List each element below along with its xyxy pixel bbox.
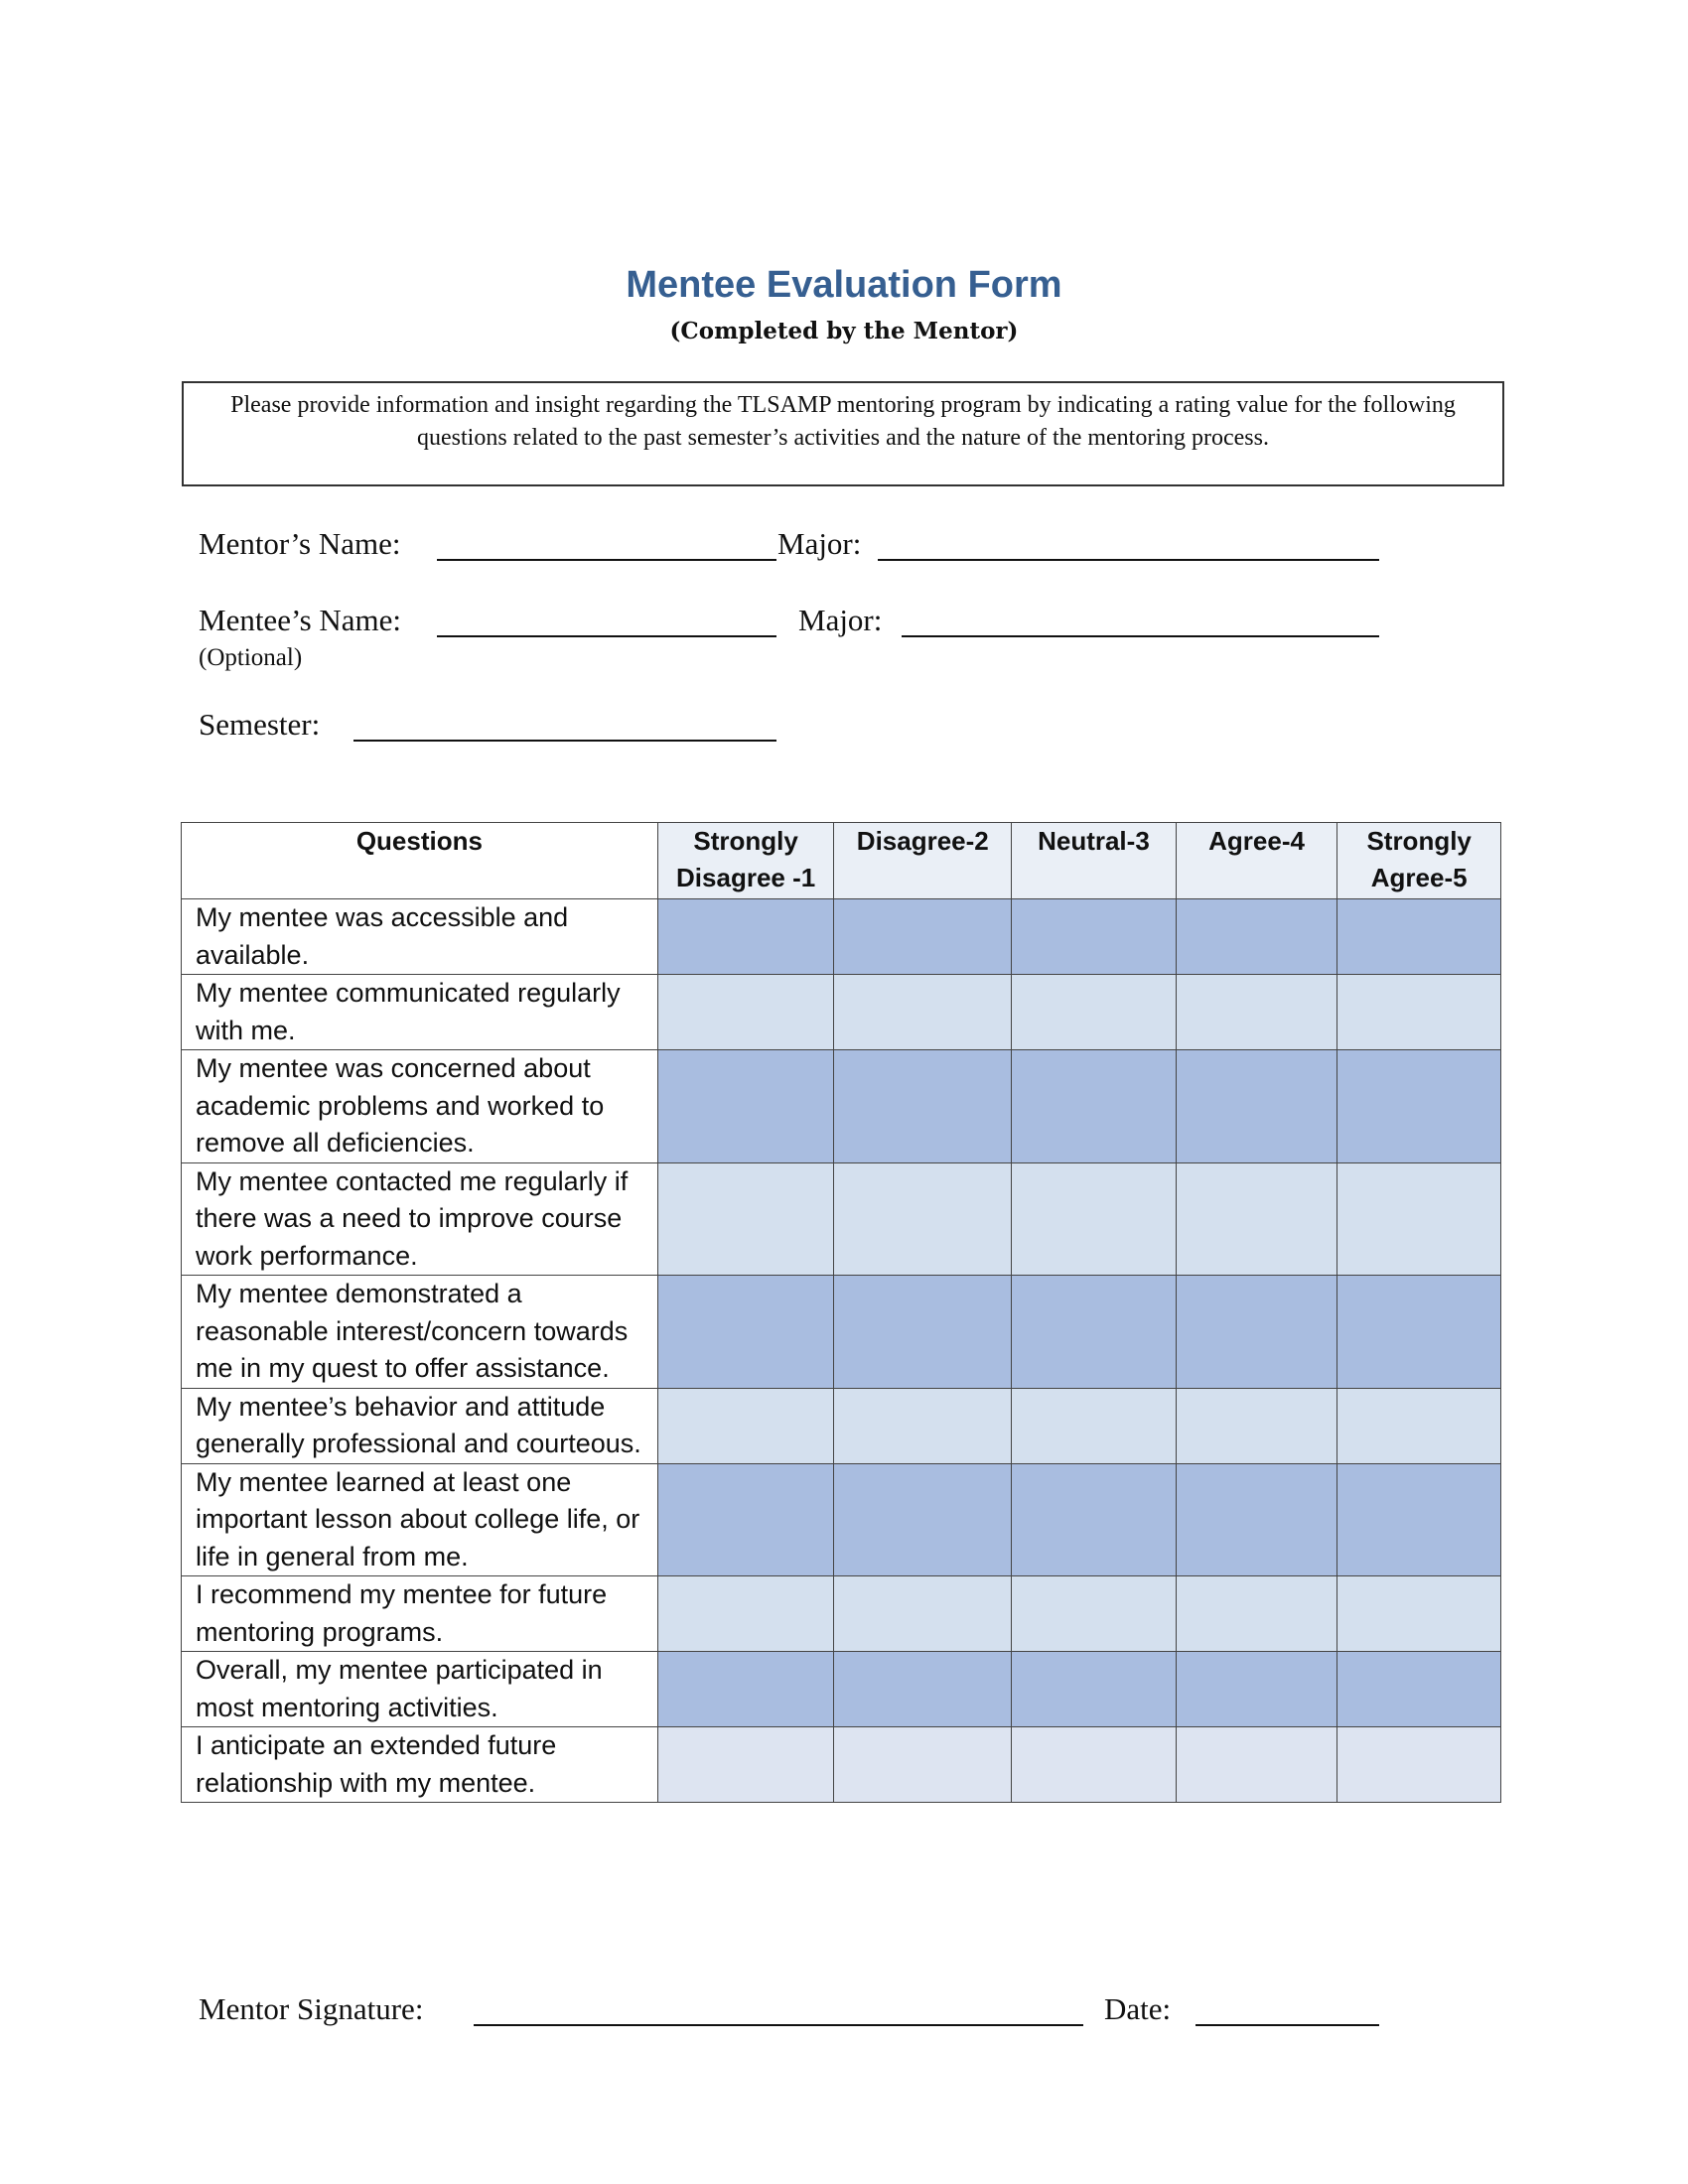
table-row	[182, 1576, 1501, 1652]
instructions-box: Please provide information and insight regarding the TLSAMP mentoring program by indicating a rating value for the following questions related to the past semester’s activities and the nature of the mentoring process.	[182, 381, 1504, 486]
rating-cell-agree[interactable]	[1176, 1576, 1337, 1652]
table-row	[182, 1463, 1501, 1576]
column-header-strongly-disagree: Strongly Disagree -1	[657, 823, 834, 899]
rating-cell-neutral[interactable]	[1012, 1050, 1177, 1163]
column-header-questions: Questions	[182, 823, 658, 899]
rating-cell-disagree[interactable]	[834, 1276, 1012, 1389]
rating-cell-strongly-agree[interactable]	[1337, 975, 1501, 1050]
rating-cell-strongly-disagree[interactable]	[657, 975, 834, 1050]
question-text: I anticipate an extended future relationship with my mentee.	[182, 1727, 658, 1803]
rating-cell-strongly-agree[interactable]	[1337, 1162, 1501, 1276]
rating-cell-disagree[interactable]	[834, 975, 1012, 1050]
table-row	[182, 1276, 1501, 1389]
rating-cell-agree[interactable]	[1176, 1388, 1337, 1463]
rating-cell-disagree[interactable]	[834, 1162, 1012, 1276]
rating-cell-strongly-agree[interactable]	[1337, 1050, 1501, 1163]
rating-cell-disagree[interactable]	[834, 1727, 1012, 1803]
question-text: Overall, my mentee participated in most mentoring activities.	[182, 1652, 658, 1727]
rating-cell-disagree[interactable]	[834, 899, 1012, 975]
mentee-optional-note: (Optional)	[199, 644, 303, 671]
rating-cell-agree[interactable]	[1176, 1162, 1337, 1276]
rating-cell-neutral[interactable]	[1012, 1388, 1177, 1463]
question-text: My mentee demonstrated a reasonable interest/concern towards me in my quest to offer assistance.	[182, 1276, 658, 1389]
rating-cell-agree[interactable]	[1176, 1463, 1337, 1576]
rating-cell-strongly-disagree[interactable]	[657, 1727, 834, 1803]
rating-cell-disagree[interactable]	[834, 1388, 1012, 1463]
rating-cell-agree[interactable]	[1176, 1727, 1337, 1803]
table-row	[182, 1050, 1501, 1163]
column-header-agree: Agree-4	[1176, 823, 1337, 899]
mentor-major-label: Major:	[777, 526, 862, 561]
rating-cell-agree[interactable]	[1176, 1050, 1337, 1163]
rating-cell-neutral[interactable]	[1012, 1727, 1177, 1803]
column-header-strongly-agree: Strongly Agree-5	[1337, 823, 1501, 899]
rating-cell-agree[interactable]	[1176, 1652, 1337, 1727]
rating-cell-strongly-disagree[interactable]	[657, 1162, 834, 1276]
rating-cell-strongly-agree[interactable]	[1337, 1276, 1501, 1389]
rating-cell-agree[interactable]	[1176, 899, 1337, 975]
table-row	[182, 899, 1501, 975]
question-text: I recommend my mentee for future mentoring programs.	[182, 1576, 658, 1652]
question-text: My mentee was accessible and available.	[182, 899, 658, 975]
column-header-disagree: Disagree-2	[834, 823, 1012, 899]
mentee-major-label: Major:	[798, 603, 883, 637]
mentee-name-field[interactable]	[437, 635, 776, 637]
rating-cell-neutral[interactable]	[1012, 1463, 1177, 1576]
table-row	[182, 1652, 1501, 1727]
rating-cell-strongly-disagree[interactable]	[657, 899, 834, 975]
question-text: My mentee contacted me regularly if there was a need to improve course work performance.	[182, 1162, 658, 1276]
rating-cell-strongly-disagree[interactable]	[657, 1050, 834, 1163]
rating-cell-strongly-agree[interactable]	[1337, 1576, 1501, 1652]
mentor-name-field[interactable]	[437, 559, 776, 561]
question-text: My mentee communicated regularly with me.	[182, 975, 658, 1050]
rating-cell-strongly-disagree[interactable]	[657, 1652, 834, 1727]
rating-cell-strongly-agree[interactable]	[1337, 1652, 1501, 1727]
evaluation-table	[181, 822, 1501, 1803]
date-field[interactable]	[1196, 2024, 1379, 2026]
rating-cell-strongly-agree[interactable]	[1337, 1463, 1501, 1576]
table-row	[182, 975, 1501, 1050]
semester-label: Semester:	[199, 707, 321, 742]
rating-cell-neutral[interactable]	[1012, 899, 1177, 975]
rating-cell-strongly-disagree[interactable]	[657, 1463, 834, 1576]
rating-cell-disagree[interactable]	[834, 1652, 1012, 1727]
column-header-neutral: Neutral-3	[1012, 823, 1177, 899]
mentor-name-label: Mentor’s Name:	[199, 526, 401, 561]
rating-cell-strongly-disagree[interactable]	[657, 1276, 834, 1389]
rating-cell-neutral[interactable]	[1012, 1652, 1177, 1727]
mentor-major-field[interactable]	[878, 559, 1379, 561]
signature-label: Mentor Signature:	[199, 1991, 424, 2026]
rating-cell-disagree[interactable]	[834, 1463, 1012, 1576]
form-title: Mentee Evaluation Form	[626, 264, 1062, 306]
rating-cell-neutral[interactable]	[1012, 1276, 1177, 1389]
question-text: My mentee’s behavior and attitude generally professional and courteous.	[182, 1388, 658, 1463]
rating-cell-disagree[interactable]	[834, 1576, 1012, 1652]
rating-cell-neutral[interactable]	[1012, 1162, 1177, 1276]
rating-cell-strongly-agree[interactable]	[1337, 1388, 1501, 1463]
table-row	[182, 1388, 1501, 1463]
rating-cell-strongly-agree[interactable]	[1337, 1727, 1501, 1803]
table-row	[182, 1727, 1501, 1803]
rating-cell-disagree[interactable]	[834, 1050, 1012, 1163]
rating-cell-agree[interactable]	[1176, 1276, 1337, 1389]
rating-cell-neutral[interactable]	[1012, 1576, 1177, 1652]
mentee-major-field[interactable]	[902, 635, 1379, 637]
mentee-name-label: Mentee’s Name:	[199, 603, 402, 637]
rating-cell-neutral[interactable]	[1012, 975, 1177, 1050]
signature-field[interactable]	[474, 2024, 1083, 2026]
rating-cell-agree[interactable]	[1176, 975, 1337, 1050]
table-row	[182, 1162, 1501, 1276]
question-text: My mentee was concerned about academic problems and worked to remove all deficiencies.	[182, 1050, 658, 1163]
rating-cell-strongly-agree[interactable]	[1337, 899, 1501, 975]
table-header-row	[182, 823, 1501, 899]
semester-field[interactable]	[353, 740, 776, 742]
rating-cell-strongly-disagree[interactable]	[657, 1576, 834, 1652]
form-subtitle: (Completed by the Mentor)	[669, 318, 1019, 344]
rating-cell-strongly-disagree[interactable]	[657, 1388, 834, 1463]
question-text: My mentee learned at least one important lesson about college life, or life in general from me.	[182, 1463, 658, 1576]
date-label: Date:	[1104, 1991, 1172, 2026]
